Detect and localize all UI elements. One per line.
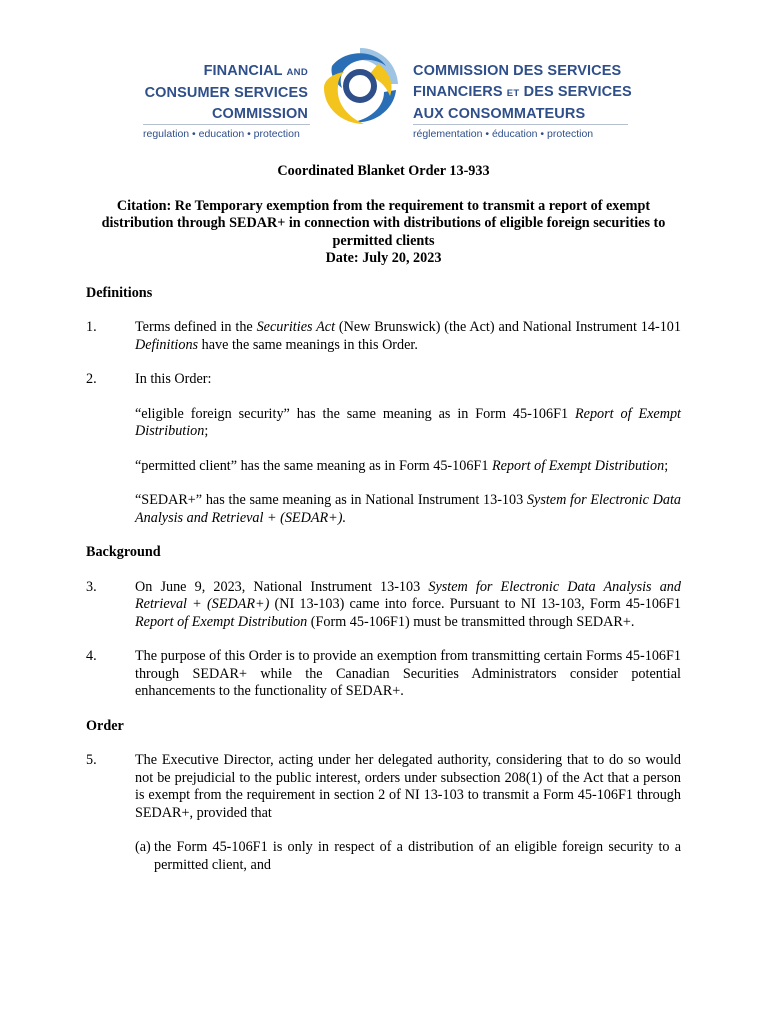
paragraph-number: 5. [86, 752, 97, 768]
divider-french [413, 124, 628, 125]
paragraph-2: 2. In this Order: [86, 371, 212, 387]
fcnb-logo-icon [318, 44, 402, 128]
divider-english [143, 124, 310, 125]
paragraph-4: 4. The purpose of this Order is to provide an exemption from transmitting certain Forms 45-106F1 through SEDAR+ while the Canadian Securities Administrators consider potential enhancements to the functionality of SEDAR+. [86, 648, 681, 699]
section-heading-background: Background [86, 544, 161, 560]
paragraph-5: 5. The Executive Director, acting under her delegated authority, considering that to do so would not be prejudicial to the public interest, orders under subsection 208(1) of the Act that a person is exempt from the requirement in section 2 of NI 13-103 to transmit a Form 45-106F1 through SEDAR+, provided that [86, 752, 681, 821]
paragraph-number: 2. [86, 371, 97, 387]
organization-name-french: COMMISSION DES SERVICES FINANCIERS ET DES SERVICES AUX CONSOMMATEURS [413, 63, 632, 122]
definition-sedar-plus: “SEDAR+” has the same meaning as in National Instrument 13-103 System for Electronic Data Analysis and Retrieval + (SEDAR+). [135, 492, 681, 526]
definition-eligible-foreign-security: “eligible foreign security” has the same meaning as in Form 45-106F1 Report of Exempt Distribution; [135, 405, 681, 439]
section-heading-definitions: Definitions [86, 284, 153, 301]
tagline-french: réglementation • éducation • protection [413, 128, 594, 140]
paragraph-1: 1. Terms defined in the Securities Act (New Brunswick) (the Act) and National Instrument 14-101 Definitions have the same meanings in this Order. [86, 319, 681, 353]
subparagraph-label: (a) [135, 839, 151, 855]
definition-permitted-client: “permitted client” has the same meaning as in Form 45-106F1 Report of Exempt Distribution; [135, 457, 669, 474]
letterhead [0, 0, 770, 150]
document-title: Coordinated Blanket Order 13-933 [277, 163, 490, 179]
paragraph-number: 1. [86, 319, 97, 335]
document-body [86, 163, 681, 874]
organization-name-english: FINANCIAL AND CONSUMER SERVICES COMMISSION [144, 63, 308, 122]
section-heading-order: Order [86, 717, 124, 734]
paragraph-number: 3. [86, 578, 97, 595]
subparagraph-a: (a) the Form 45-106F1 is only in respect of a distribution of an eligible foreign security to a permitted client, and [135, 839, 681, 873]
paragraph-3: 3. On June 9, 2023, National Instrument 13-103 System for Electronic Data Analysis and Retrieval + (SEDAR+) (NI 13-103) came into force. Pursuant to NI 13-103, Form 45-106F1 Report of Exempt Distribution (Form 45-106F1) must be transmitted through SEDAR+. [86, 578, 681, 630]
paragraph-number: 4. [86, 648, 97, 664]
document-date: Date: July 20, 2023 [325, 250, 442, 266]
tagline-english: regulation • education • protection [143, 128, 300, 140]
citation: Citation: Re Temporary exemption from the requirement to transmit a report of exempt distribution through SEDAR+ in connection with distributions of eligible foreign securities to permitted clients [101, 197, 666, 249]
